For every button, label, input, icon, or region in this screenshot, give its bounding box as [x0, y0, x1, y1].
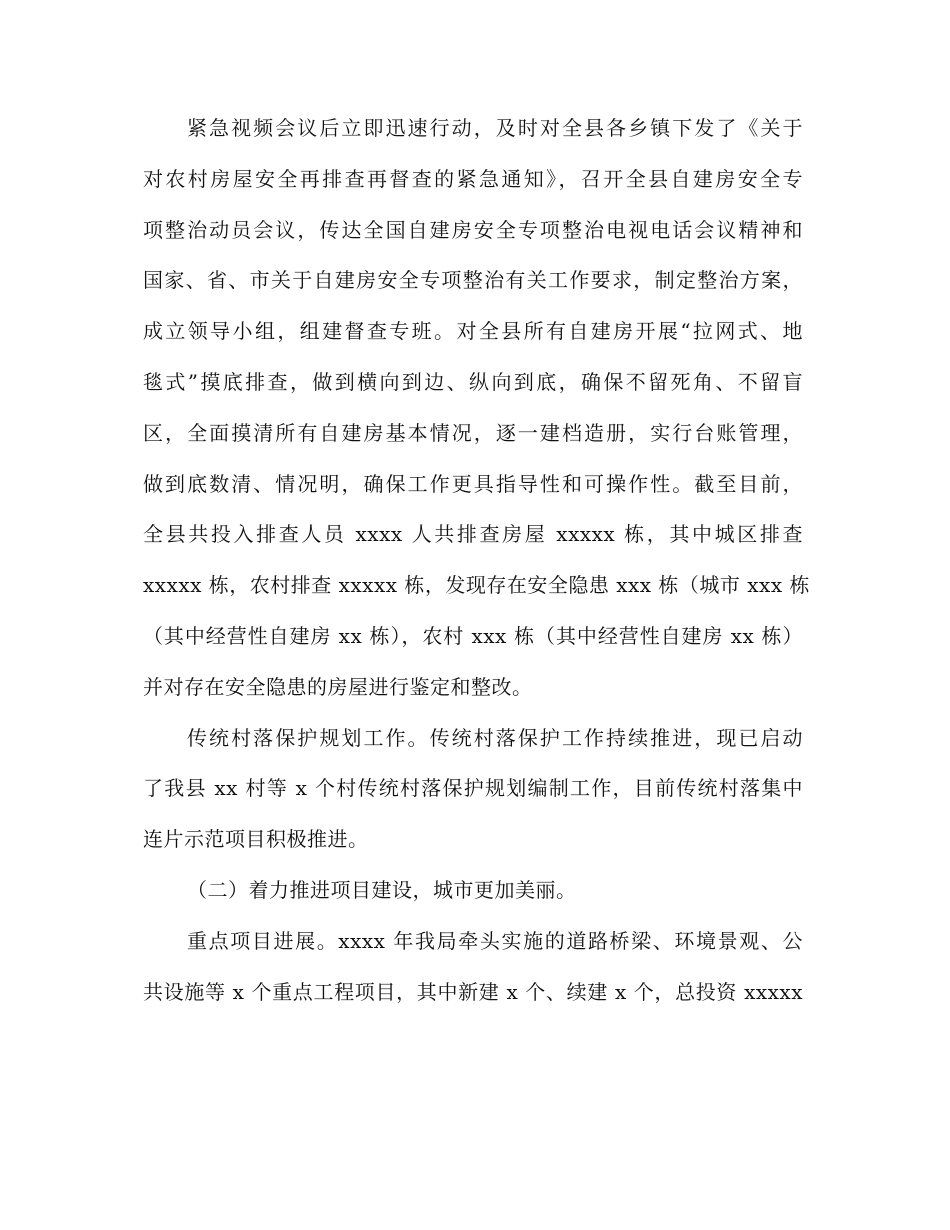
paragraph-1-line-12: 并对存在安全隐患的房屋进行鉴定和整改。 [143, 674, 533, 699]
section-heading: （二）着力推进项目建设，城市更加美丽。 [187, 877, 577, 902]
paragraph-1-line-5: 成立领导小组，组建督查专班。对全县所有自建房开展“拉网式、地 [143, 319, 803, 344]
paragraph-1-line-9: 全县共投入排查人员 xxxx 人共排查房屋 xxxxx 栋，其中城区排查 [143, 522, 803, 547]
paragraph-3-line-2: 共设施等 x 个重点工程项目，其中新建 x 个、续建 x 个，总投资 xxxxx [143, 979, 803, 1004]
paragraph-1-line-3: 项整治动员会议，传达全国自建房安全专项整治电视电话会议精神和 [143, 217, 803, 242]
paragraph-1-line-11: （其中经营性自建房 xx 栋），农村 xxx 栋（其中经营性自建房 xx 栋） [143, 623, 803, 648]
paragraph-2-line-3: 连片示范项目积极推进。 [143, 827, 369, 852]
paragraph-1-line-10: xxxxx 栋，农村排查 xxxxx 栋，发现存在安全隐患 xxx 栋（城市 xxx 栋 [143, 573, 810, 598]
paragraph-1-line-1: 紧急视频会议后立即迅速行动，及时对全县各乡镇下发了《关于 [187, 116, 803, 140]
paragraph-1-line-6: 毯式”摸底排查，做到横向到边、纵向到底，确保不留死角、不留盲 [143, 369, 803, 394]
paragraph-1-line-4: 国家、省、市关于自建房安全专项整治有关工作要求，制定整治方案， [143, 268, 803, 293]
paragraph-1-line-7: 区，全面摸清所有自建房基本情况，逐一建档造册，实行台账管理， [143, 420, 803, 445]
paragraph-3-line-1: 重点项目进展。xxxx 年我局牵头实施的道路桥梁、环境景观、公 [187, 928, 803, 953]
paragraph-2-line-2: 了我县 xx 村等 x 个村传统村落保护规划编制工作，目前传统村落集中 [143, 776, 803, 801]
paragraph-1-line-2: 对农村房屋安全再排查再督查的紧急通知》，召开全县自建房安全专 [143, 166, 803, 191]
document-body [143, 108, 810, 1022]
paragraph-1-line-8: 做到底数清、情况明，确保工作更具指导性和可操作性。截至目前， [143, 471, 803, 496]
paragraph-2-line-1: 传统村落保护规划工作。传统村落保护工作持续推进，现已启动 [187, 725, 803, 750]
